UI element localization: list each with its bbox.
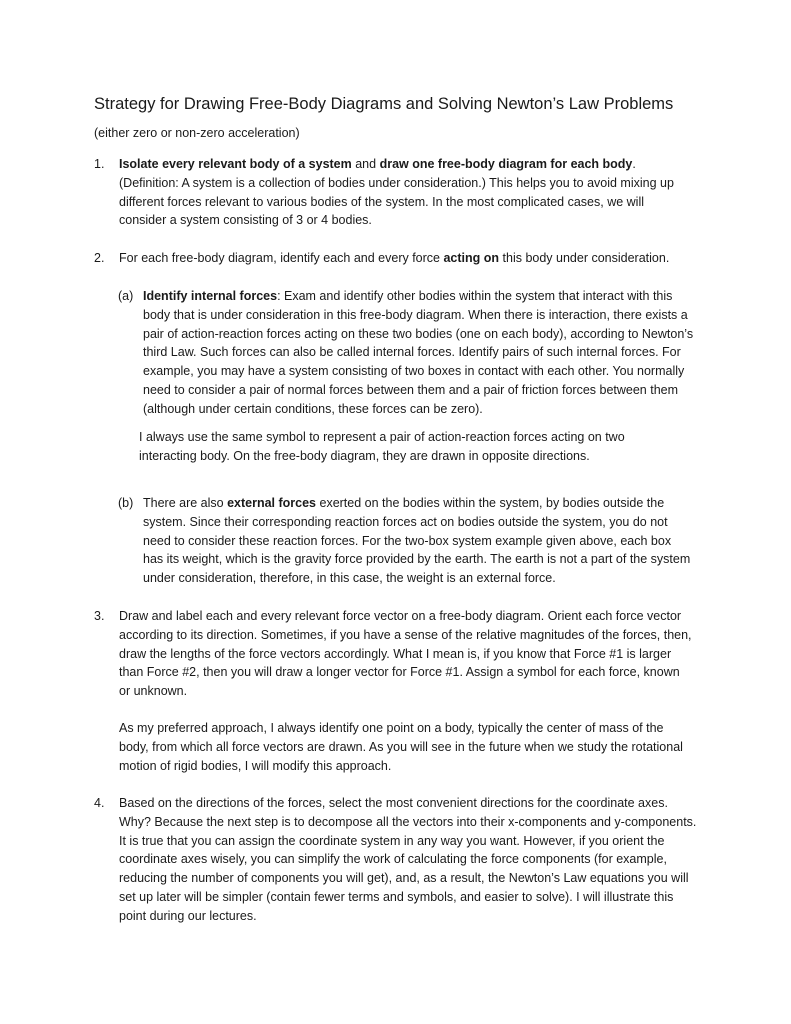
- sub-item-text: Identify internal forces: Exam and identify other bodies within the system that interact with this body that is under consideration in this free-body diagram. When there is interaction, there exists a pair of action-reaction forces acting on these two bodies (one on each body), according to Newton’s third Law. Such forces can also be called internal forces. Identify pairs of such internal forces. For example, you may have a system consisting of two boxes in contact with each other. You normally need to consider a pair of normal forces between them and a pair of friction forces between them (although under certain conditions, these forces can be zero).: [143, 289, 694, 416]
- sub-item-b: [118, 494, 694, 588]
- list-item-text: For each free-body diagram, identify each and every force acting on this body under consideration.: [119, 251, 670, 265]
- sub-item-note: I always use the same symbol to represent a pair of action-reaction forces acting on two interacting body. On the free-body diagram, they are drawn in opposite directions.: [139, 430, 625, 463]
- bold-phrase: acting on: [443, 251, 500, 265]
- list-number: 2.: [94, 251, 105, 265]
- bold-phrase: draw one free-body diagram for each body: [379, 157, 633, 171]
- sub-item-a: [118, 287, 694, 419]
- list-item-4: [94, 794, 698, 926]
- list-item-text: Draw and label each and every relevant force vector on a free-body diagram. Orient each force vector according to its direction. Sometimes, if you have a sense of the relative magnitudes of the forces, then, draw the lengths of the force vectors accordingly. What I mean is, if you know that Force #1 is larger than Force #2, then you will draw a longer vector for Force #1. Assign a symbol for each force, known or unknown.: [119, 609, 692, 699]
- bold-phrase: Isolate every relevant body of a system: [119, 157, 352, 171]
- list-number: 1.: [94, 157, 105, 171]
- list-item-1: [94, 155, 694, 230]
- sub-item-text: There are also external forces exerted on the bodies within the system, by bodies outside the system. Since their corresponding reaction forces act on bodies outside the system, you do not need to consider these reaction forces. For the two-box system example given above, each box has its weight, which is the gravity force provided by the earth. The earth is not a part of the system under consideration, therefore, in this case, the weight is an external force.: [143, 496, 691, 586]
- page-subtitle: (either zero or non-zero acceleration): [94, 126, 300, 140]
- list-number: 3.: [94, 609, 105, 623]
- page-title: Strategy for Drawing Free-Body Diagrams and Solving Newton’s Law Problems: [94, 95, 674, 113]
- list-item-3: [94, 607, 694, 701]
- bold-phrase: Identify internal forces: [143, 289, 278, 303]
- sub-item-label: (a): [118, 289, 134, 303]
- list-item-3-paragraph: As my preferred approach, I always identify one point on a body, typically the center of mass of the body, from which all force vectors are drawn. As you will see in the future when we study the rotational motion of rigid bodies, I will modify this approach.: [119, 721, 683, 773]
- list-item-2: [94, 249, 694, 268]
- bold-phrase: external forces: [227, 496, 317, 510]
- list-number: 4.: [94, 796, 105, 810]
- list-item-text: Isolate every relevant body of a system and draw one free-body diagram for each body. (Definition: A system is a collection of bodies under consideration.) This helps you to avoid mixing up different forces relevant to various bodies of the system. In the most complicated cases, we will consider a system consisting of 3 or 4 bodies.: [119, 157, 674, 228]
- list-item-text: Based on the directions of the forces, select the most convenient directions for the coordinate axes. Why? Because the next step is to decompose all the vectors into their x-components and y-components. It is true that you can assign the coordinate system in any way you want. However, if you orient the coordinate axes wisely, you can simplify the work of calculating the force components (for example, reducing the number of components you will get), and, as a result, the Newton’s Law equations you will set up later will be simpler (contain fewer terms and symbols, and easier to solve). I will illustrate this point during our lectures.: [119, 796, 697, 923]
- sub-item-label: (b): [118, 496, 134, 510]
